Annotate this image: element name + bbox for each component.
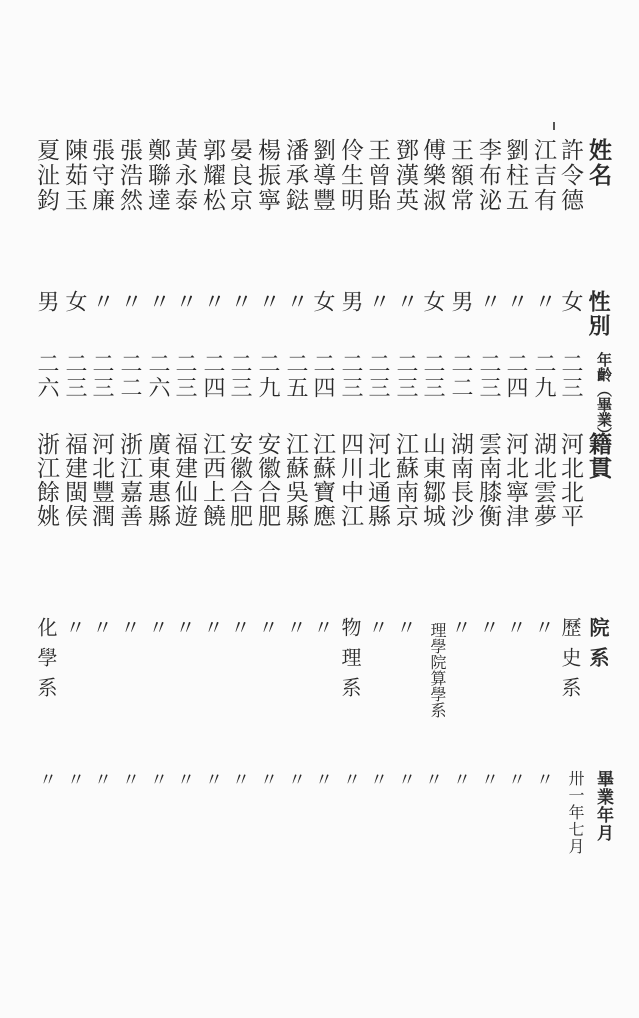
origin-cell: 四川中江 bbox=[337, 432, 363, 528]
department-cell: 〃 bbox=[145, 617, 169, 647]
department-cell: 化學系 bbox=[34, 617, 58, 707]
name-cell: 王額常 bbox=[447, 138, 473, 213]
graduation-cell: 卅一年七月 bbox=[566, 770, 585, 855]
age-cell: 二九 bbox=[531, 352, 556, 400]
age-cell: 二二 bbox=[448, 352, 473, 400]
gender-cell: 〃 bbox=[200, 290, 225, 314]
graduation-cell: 〃 bbox=[174, 770, 195, 789]
graduation-cell: 〃 bbox=[202, 770, 223, 789]
name-cell: 楊振寧 bbox=[254, 138, 280, 213]
origin-header: 籍貫 bbox=[585, 432, 612, 480]
gender-cell: 男 bbox=[34, 290, 59, 314]
name-cell: 晏良京 bbox=[226, 138, 252, 213]
age-cell: 二六 bbox=[34, 352, 59, 400]
department-cell: 〃 bbox=[227, 617, 251, 647]
name-cell: 張浩然 bbox=[116, 138, 142, 213]
name-cell: 鄭聯達 bbox=[144, 138, 170, 213]
graduation-cell: 〃 bbox=[36, 770, 57, 789]
gender-cell: 女 bbox=[310, 290, 335, 314]
name-cell: 陳茹玉 bbox=[61, 138, 87, 213]
name-cell: 劉柱五 bbox=[502, 138, 528, 213]
age-cell: 二三 bbox=[420, 352, 445, 400]
gender-cell: 〃 bbox=[476, 290, 501, 314]
gender-cell: 〃 bbox=[503, 290, 528, 314]
graduation-cell: 〃 bbox=[312, 770, 333, 789]
origin-cell: 安徽合肥 bbox=[254, 432, 280, 528]
department-cell: 物理系 bbox=[338, 617, 362, 707]
origin-cell: 河北通縣 bbox=[364, 432, 390, 528]
gender-cell: 〃 bbox=[172, 290, 197, 314]
graduation-cell: 〃 bbox=[450, 770, 471, 789]
graduation-cell: 〃 bbox=[478, 770, 499, 789]
graduation-cell: 〃 bbox=[422, 770, 443, 789]
gender-cell: 〃 bbox=[145, 290, 170, 314]
name-cell: 夏沚鈞 bbox=[33, 138, 59, 213]
graduation-cell: 〃 bbox=[340, 770, 361, 789]
gender-cell: 〃 bbox=[283, 290, 308, 314]
graduation-cell: 〃 bbox=[257, 770, 278, 789]
origin-cell: 湖南長沙 bbox=[447, 432, 473, 528]
gender-cell: 女 bbox=[62, 290, 87, 314]
origin-cell: 江蘇吳縣 bbox=[282, 432, 308, 528]
name-cell: 張守廉 bbox=[88, 138, 114, 213]
graduation-cell: 〃 bbox=[505, 770, 526, 789]
age-cell: 二四 bbox=[310, 352, 335, 400]
department-cell: 〃 bbox=[62, 617, 86, 647]
department-header: 院系 bbox=[586, 617, 610, 677]
department-cell: 〃 bbox=[89, 617, 113, 647]
origin-cell: 廣東惠縣 bbox=[144, 432, 170, 528]
gender-cell: 〃 bbox=[393, 290, 418, 314]
origin-cell: 江蘇寶應 bbox=[309, 432, 335, 528]
department-cell: 〃 bbox=[503, 617, 527, 647]
name-cell: 傅樂淑 bbox=[419, 138, 445, 213]
origin-cell: 福建閩侯 bbox=[61, 432, 87, 528]
gender-cell: 〃 bbox=[89, 290, 114, 314]
origin-cell: 河北北平 bbox=[557, 432, 583, 528]
age-cell: 二三 bbox=[62, 352, 87, 400]
name-cell: 劉導豐 bbox=[309, 138, 335, 213]
origin-cell: 河北豐潤 bbox=[88, 432, 114, 528]
name-cell: 江吉有 bbox=[530, 138, 556, 213]
graduation-cell: 〃 bbox=[229, 770, 250, 789]
margin-tick-mark bbox=[553, 122, 555, 130]
gender-cell: 男 bbox=[448, 290, 473, 314]
age-cell: 二三 bbox=[393, 352, 418, 400]
age-header: 年齡（畢業） bbox=[595, 352, 613, 442]
department-cell: 〃 bbox=[393, 617, 417, 647]
graduation-cell: 〃 bbox=[395, 770, 416, 789]
gender-cell: 男 bbox=[338, 290, 363, 314]
gender-cell: 〃 bbox=[117, 290, 142, 314]
gender-cell: 女 bbox=[558, 290, 583, 314]
origin-cell: 福建仙遊 bbox=[171, 432, 197, 528]
department-cell: 〃 bbox=[531, 617, 555, 647]
age-cell: 二六 bbox=[145, 352, 170, 400]
name-cell: 伶生明 bbox=[337, 138, 363, 213]
graduation-cell: 〃 bbox=[533, 770, 554, 789]
graduation-cell: 〃 bbox=[147, 770, 168, 789]
department-cell: 理學院算學系 bbox=[428, 622, 447, 718]
name-cell: 郭耀松 bbox=[199, 138, 225, 213]
age-cell: 二三 bbox=[89, 352, 114, 400]
graduation-header: 畢業年月 bbox=[593, 770, 613, 842]
department-cell: 歷史系 bbox=[558, 617, 582, 707]
name-cell: 王曾貽 bbox=[364, 138, 390, 213]
origin-cell: 湖北雲夢 bbox=[530, 432, 556, 528]
graduation-cell: 〃 bbox=[119, 770, 140, 789]
age-cell: 二五 bbox=[283, 352, 308, 400]
department-cell: 〃 bbox=[255, 617, 279, 647]
origin-cell: 浙江餘姚 bbox=[33, 432, 59, 528]
age-cell: 二三 bbox=[172, 352, 197, 400]
name-cell: 許令德 bbox=[557, 138, 583, 213]
department-cell: 〃 bbox=[283, 617, 307, 647]
age-cell: 二四 bbox=[503, 352, 528, 400]
department-cell: 〃 bbox=[310, 617, 334, 647]
age-cell: 二三 bbox=[338, 352, 363, 400]
graduation-cell: 〃 bbox=[285, 770, 306, 789]
origin-cell: 河北寧津 bbox=[502, 432, 528, 528]
gender-header: 性別 bbox=[585, 290, 611, 338]
gender-cell: 〃 bbox=[255, 290, 280, 314]
gender-cell: 〃 bbox=[227, 290, 252, 314]
age-cell: 二九 bbox=[255, 352, 280, 400]
gender-cell: 〃 bbox=[531, 290, 556, 314]
department-cell: 〃 bbox=[448, 617, 472, 647]
age-cell: 二二 bbox=[117, 352, 142, 400]
graduation-cell: 〃 bbox=[91, 770, 112, 789]
origin-cell: 雲南膝衡 bbox=[475, 432, 501, 528]
gender-cell: 〃 bbox=[365, 290, 390, 314]
origin-cell: 江西上饒 bbox=[199, 432, 225, 528]
department-cell: 〃 bbox=[172, 617, 196, 647]
name-cell: 鄧漢英 bbox=[392, 138, 418, 213]
department-cell: 〃 bbox=[200, 617, 224, 647]
origin-cell: 江蘇南京 bbox=[392, 432, 418, 528]
origin-cell: 安徽合肥 bbox=[226, 432, 252, 528]
department-cell: 〃 bbox=[365, 617, 389, 647]
name-cell: 潘承鍅 bbox=[282, 138, 308, 213]
name-cell: 黃永泰 bbox=[171, 138, 197, 213]
gender-cell: 女 bbox=[420, 290, 445, 314]
department-cell: 〃 bbox=[117, 617, 141, 647]
graduation-cell: 〃 bbox=[367, 770, 388, 789]
age-cell: 二三 bbox=[476, 352, 501, 400]
origin-cell: 浙江嘉善 bbox=[116, 432, 142, 528]
graduation-cell: 〃 bbox=[64, 770, 85, 789]
age-cell: 二三 bbox=[227, 352, 252, 400]
department-cell: 〃 bbox=[476, 617, 500, 647]
origin-cell: 山東鄒城 bbox=[419, 432, 445, 528]
age-cell: 二四 bbox=[200, 352, 225, 400]
age-cell: 二三 bbox=[365, 352, 390, 400]
names-header: 姓名 bbox=[585, 138, 612, 188]
age-cell: 二三 bbox=[558, 352, 583, 400]
name-cell: 李布泌 bbox=[475, 138, 501, 213]
